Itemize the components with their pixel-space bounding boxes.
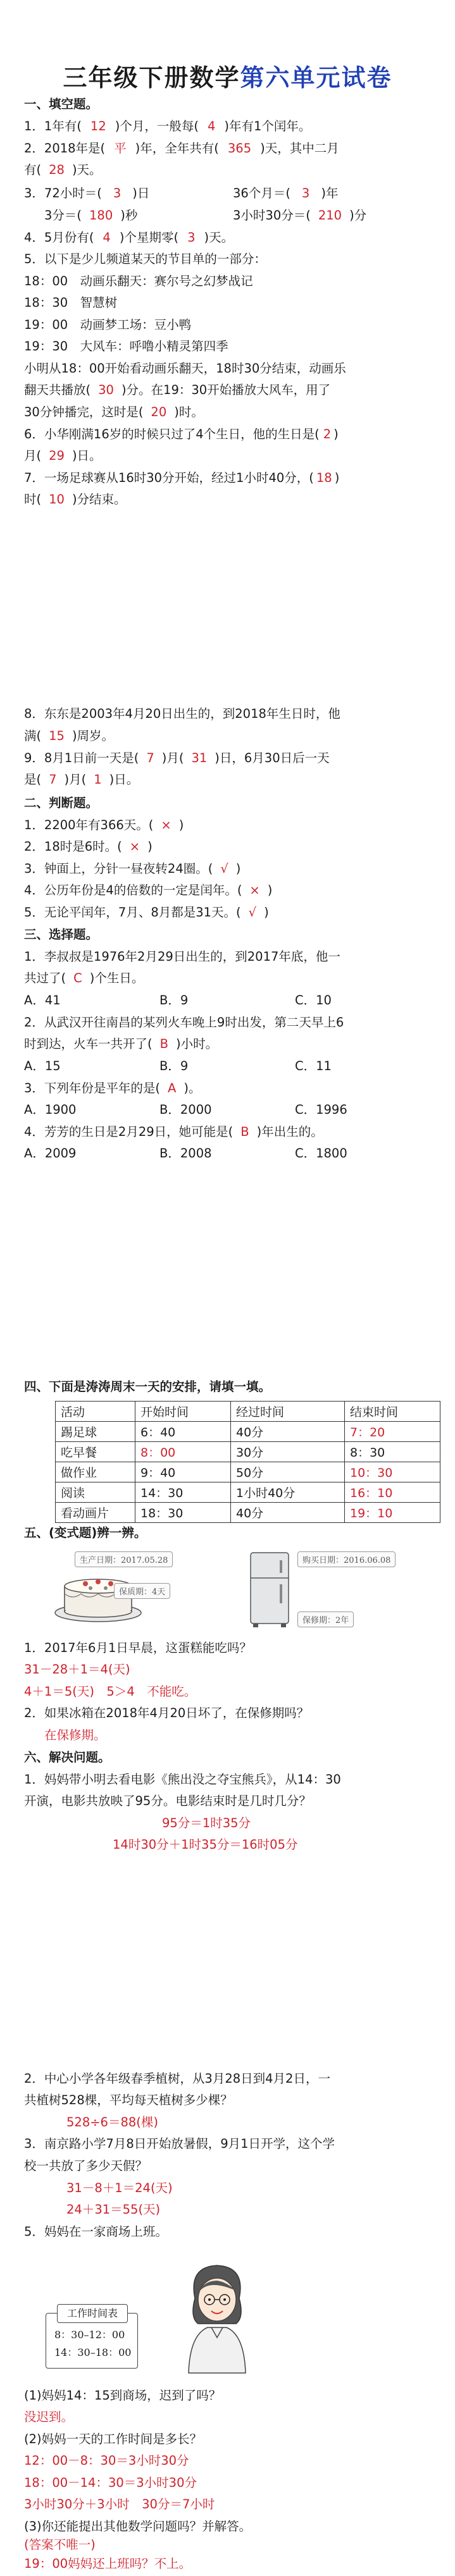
answer: 18：00－14：30＝3小时30分	[24, 2475, 197, 2490]
answer: 7	[49, 772, 57, 787]
s1-q2-cont: 有( 28 )天。	[24, 163, 102, 177]
section-1-heading: 一、填空题。	[24, 97, 99, 111]
choice-q1-cont: 共过了( C )个生日。	[24, 971, 144, 985]
activity-cell: 阅读	[56, 1482, 135, 1503]
s1-q5-text: 小明从18：00开始看动画乐翻天，18时30分结束，动画乐	[24, 361, 346, 376]
s1-q3-row1: 3．72小时＝( 3 )日	[24, 186, 150, 200]
judge-item: 3．钟面上，分针一昼夜转24圈。( √ )	[24, 861, 241, 876]
start-cell: 6：40	[135, 1422, 231, 1442]
s6-q4-p3: (3)你还能提出其他数学问题吗？并解答。	[24, 2519, 252, 2534]
start-cell: 14：30	[135, 1482, 231, 1503]
answer: 528÷6＝88(棵)	[66, 2115, 158, 2129]
answer: 7	[146, 751, 154, 765]
answer: 3	[113, 186, 122, 200]
answer: 10	[49, 492, 65, 507]
answer: 18	[316, 471, 332, 485]
answer: 95分＝1时35分	[162, 1816, 251, 1830]
s5-q1: 1．2017年6月1日早晨，这蛋糕能吃吗？	[24, 1641, 252, 1655]
s6-q4-p1: (1)妈妈14：15到商场，迟到了吗？	[24, 2388, 221, 2403]
answer: 28	[49, 163, 65, 177]
answer: 3小时30分＋3小时 30分＝7小时	[24, 2497, 215, 2511]
answer: C	[73, 971, 82, 985]
option: C．10	[295, 993, 332, 1008]
production-date-tag: 生产日期：2017.05.28	[75, 1551, 173, 1567]
duration-cell: 40分	[231, 1503, 345, 1523]
option: C．1800	[295, 1146, 347, 1161]
answer: 31	[191, 751, 208, 765]
program-line: 18：30 智慧树	[24, 295, 118, 310]
purchase-date-tag: 购买日期：2016.06.08	[297, 1551, 396, 1567]
section-3-heading: 三、选择题。	[24, 927, 99, 942]
table-row	[56, 1422, 440, 1442]
s5-q2: 2．如果冰箱在2018年4月20日坏了，在保修期吗？	[24, 1706, 309, 1720]
program-line: 18：00 动画乐翻天：赛尔号之幻梦战记	[24, 274, 253, 288]
answer: 180	[89, 208, 113, 223]
option: A．1900	[24, 1102, 77, 1117]
s1-q8-cont: 满( 15 )周岁。	[24, 729, 115, 743]
answer: 平	[114, 141, 127, 156]
option: B．2000	[159, 1102, 212, 1117]
title-unit: 第六单元试卷	[240, 63, 392, 92]
s1-q1: 1．1年有( 12 )个月，一般每( 4 )年有1个闰年。	[24, 119, 311, 133]
program-line: 19：00 动画梦工场：豆小鸭	[24, 317, 192, 332]
answer: 15	[49, 729, 65, 743]
answer: B	[159, 1037, 168, 1051]
duration-cell: 30分	[231, 1442, 345, 1462]
end-cell: 8：30	[345, 1442, 440, 1462]
program-line: 19：30 大风车：呼噜小精灵第四季	[24, 339, 228, 354]
column-header: 开始时间	[135, 1402, 231, 1422]
answer: 19：00妈妈还上班吗？不上。	[24, 2556, 192, 2571]
option: C．11	[295, 1059, 332, 1073]
answer: 3	[187, 230, 196, 245]
option: B．2008	[159, 1146, 212, 1161]
s1-q7: 7．一场足球赛从16时30分开始，经过1小时40分，( 18 )	[24, 471, 340, 485]
answer: ×	[129, 839, 140, 854]
answer: 14时30分＋1时35分＝16时05分	[113, 1837, 298, 1852]
choice-q4: 4．芳芳的生日是2月29日，她可能是( B )年出生的。	[24, 1125, 323, 1139]
section-6-heading: 六、解决问题。	[24, 1750, 111, 1765]
column-header: 活动	[56, 1402, 135, 1422]
activity-cell: 做作业	[56, 1462, 135, 1482]
option: B．9	[159, 1059, 189, 1073]
s1-q9: 9．8月1日前一天是( 7 )月( 31 )日，6月30日后一天	[24, 751, 330, 765]
activity-cell: 踢足球	[56, 1422, 135, 1442]
s6-q1: 1．妈妈带小明去看电影《熊出没之夺宝熊兵》，从14：30	[24, 1772, 341, 1787]
answer: 31－28＋1＝4(天)	[24, 1662, 130, 1677]
option: A．41	[24, 993, 61, 1008]
answer: ×	[249, 883, 260, 897]
s1-q2: 2．2018年是( 平 )年，全年共有( 365 )天，其中二月	[24, 141, 339, 156]
duration-cell: 40分	[231, 1422, 345, 1442]
judge-item: 1．2200年有366天。( × )	[24, 818, 184, 832]
s6-q3: 3．南京路小学7月8日开始放暑假，9月1日开学，这个学	[24, 2136, 335, 2151]
board-row: 14：30–18：00	[54, 2346, 132, 2358]
column-header: 经过时间	[231, 1402, 345, 1422]
answer: ×	[161, 818, 171, 832]
mother-illustration	[176, 2260, 258, 2374]
answer: 365	[227, 141, 252, 156]
answer: √	[248, 905, 257, 920]
judge-item: 5．无论平闰年，7月、8月都是31天。( √ )	[24, 905, 269, 920]
answer: 24＋31＝55(天)	[66, 2202, 161, 2217]
answer: 3	[301, 186, 310, 200]
end-cell: 16：10	[345, 1482, 440, 1503]
answer: 没迟到。	[24, 2410, 74, 2424]
answer: 2	[323, 427, 332, 441]
option: C．1996	[295, 1102, 347, 1117]
section-5-heading: 五、(变式题)辨一辨。	[24, 1525, 147, 1540]
fridge-illustration	[248, 1551, 292, 1629]
work-schedule-board	[46, 2299, 137, 2362]
judge-item: 2．18时是6时。( × )	[24, 839, 153, 854]
s1-q6: 6．小华刚满16岁的时候只过了4个生日，他的生日是( 2 )	[24, 427, 339, 441]
answer: √	[220, 861, 228, 876]
end-cell: 7：20	[345, 1422, 440, 1442]
s1-q8: 8．东东是2003年4月20日出生的，到2018年生日时，他	[24, 706, 340, 721]
board-row: 8：30–12：00	[54, 2329, 125, 2341]
s1-q5-text: 30分钟播完，这时是( 20 )时。	[24, 405, 204, 419]
start-cell: 8：00	[135, 1442, 231, 1462]
section-2-heading: 二、判断题。	[24, 796, 99, 810]
s6-q3-cont: 校一共放了多少天假？	[24, 2159, 148, 2173]
choice-q2: 2．从武汉开往南昌的某列火车晚上9时出发，第二天早上6	[24, 1015, 344, 1030]
answer: (答案不唯一)	[24, 2537, 96, 2552]
s1-q9-cont: 是( 7 )月( 1 )日。	[24, 772, 139, 787]
answer: 29	[49, 448, 65, 463]
option: B．9	[159, 993, 189, 1008]
answer: 4＋1＝5(天) 5＞4 不能吃。	[24, 1684, 197, 1699]
shelf-life-tag: 保质期：4天	[114, 1583, 170, 1599]
table-header-row	[56, 1402, 440, 1422]
s1-q5-intro: 5．以下是少儿频道某天的节目单的一部分：	[24, 252, 266, 266]
s1-q6-cont: 月( 29 )日。	[24, 448, 102, 463]
table-row	[56, 1503, 440, 1523]
choice-q2-cont: 时到达，火车一共开了( B )小时。	[24, 1037, 218, 1051]
answer: 12	[90, 119, 106, 133]
answer: 在保修期。	[44, 1728, 106, 1742]
end-cell: 19：10	[345, 1503, 440, 1523]
s1-q3-row2b: 3小时30分＝( 210 )分	[233, 208, 367, 223]
s6-q4-intro: 5．妈妈在一家商场上班。	[24, 2224, 168, 2239]
answer: 210	[318, 208, 342, 223]
s6-q2: 2．中心小学各年级春季植树，从3月28日到4月2日，一	[24, 2071, 330, 2086]
activity-cell: 看动画片	[56, 1503, 135, 1523]
duration-cell: 1小时40分	[231, 1482, 345, 1503]
answer: 12：00－8：30＝3小时30分	[24, 2453, 189, 2468]
end-cell: 10：30	[345, 1462, 440, 1482]
column-header: 结束时间	[345, 1402, 440, 1422]
table-row	[56, 1462, 440, 1482]
table-row	[56, 1442, 440, 1462]
board-title: 工作时间表	[57, 2304, 128, 2323]
answer: A	[168, 1081, 177, 1095]
s6-q1-cont: 开演，电影共放映了95分。电影结束时是几时几分？	[24, 1794, 311, 1808]
s1-q5-text: 翻天共播放( 30 )分。在19：30开始播放大风车，用了	[24, 383, 331, 397]
choice-q3: 3．下列年份是平年的是( A )。	[24, 1081, 201, 1095]
s1-q4: 4．5月份有( 4 )个星期零( 3 )天。	[24, 230, 234, 245]
answer: 30	[98, 383, 114, 397]
activity-cell: 吃早餐	[56, 1442, 135, 1462]
section-4-heading: 四、下面是涛涛周末一天的安排，请填一填。	[24, 1379, 271, 1394]
answer: 4	[103, 230, 111, 245]
start-cell: 18：30	[135, 1503, 231, 1523]
judge-item: 4．公历年份是4的倍数的一定是闰年。( × )	[24, 883, 273, 897]
duration-cell: 50分	[231, 1462, 345, 1482]
s6-q2-cont: 共植树528棵，平均每天植树多少棵？	[24, 2093, 233, 2107]
answer: 4	[207, 119, 216, 133]
table-row	[56, 1482, 440, 1503]
answer: 20	[151, 405, 167, 419]
schedule-table	[55, 1401, 440, 1523]
answer: B	[240, 1125, 249, 1139]
option: A．15	[24, 1059, 61, 1073]
page-title	[0, 58, 455, 93]
warranty-tag: 保修期：2年	[297, 1612, 354, 1627]
s6-q4-p2: (2)妈妈一天的工作时间是多长？	[24, 2432, 203, 2446]
answer: 31－8＋1＝24(天)	[66, 2181, 173, 2195]
answer: 1	[94, 772, 102, 787]
s1-q3-row1b: 36个月＝( 3 )年	[233, 186, 339, 200]
option: A．2009	[24, 1146, 77, 1161]
start-cell: 9：40	[135, 1462, 231, 1482]
s1-q3-row2: 3分＝( 180 )秒	[44, 208, 138, 223]
title-grade: 三年级下册数学	[63, 63, 240, 92]
choice-q1: 1．李叔叔是1976年2月29日出生的，到2017年底，他一	[24, 949, 340, 964]
s1-q7-cont: 时( 10 )分结束。	[24, 492, 127, 507]
